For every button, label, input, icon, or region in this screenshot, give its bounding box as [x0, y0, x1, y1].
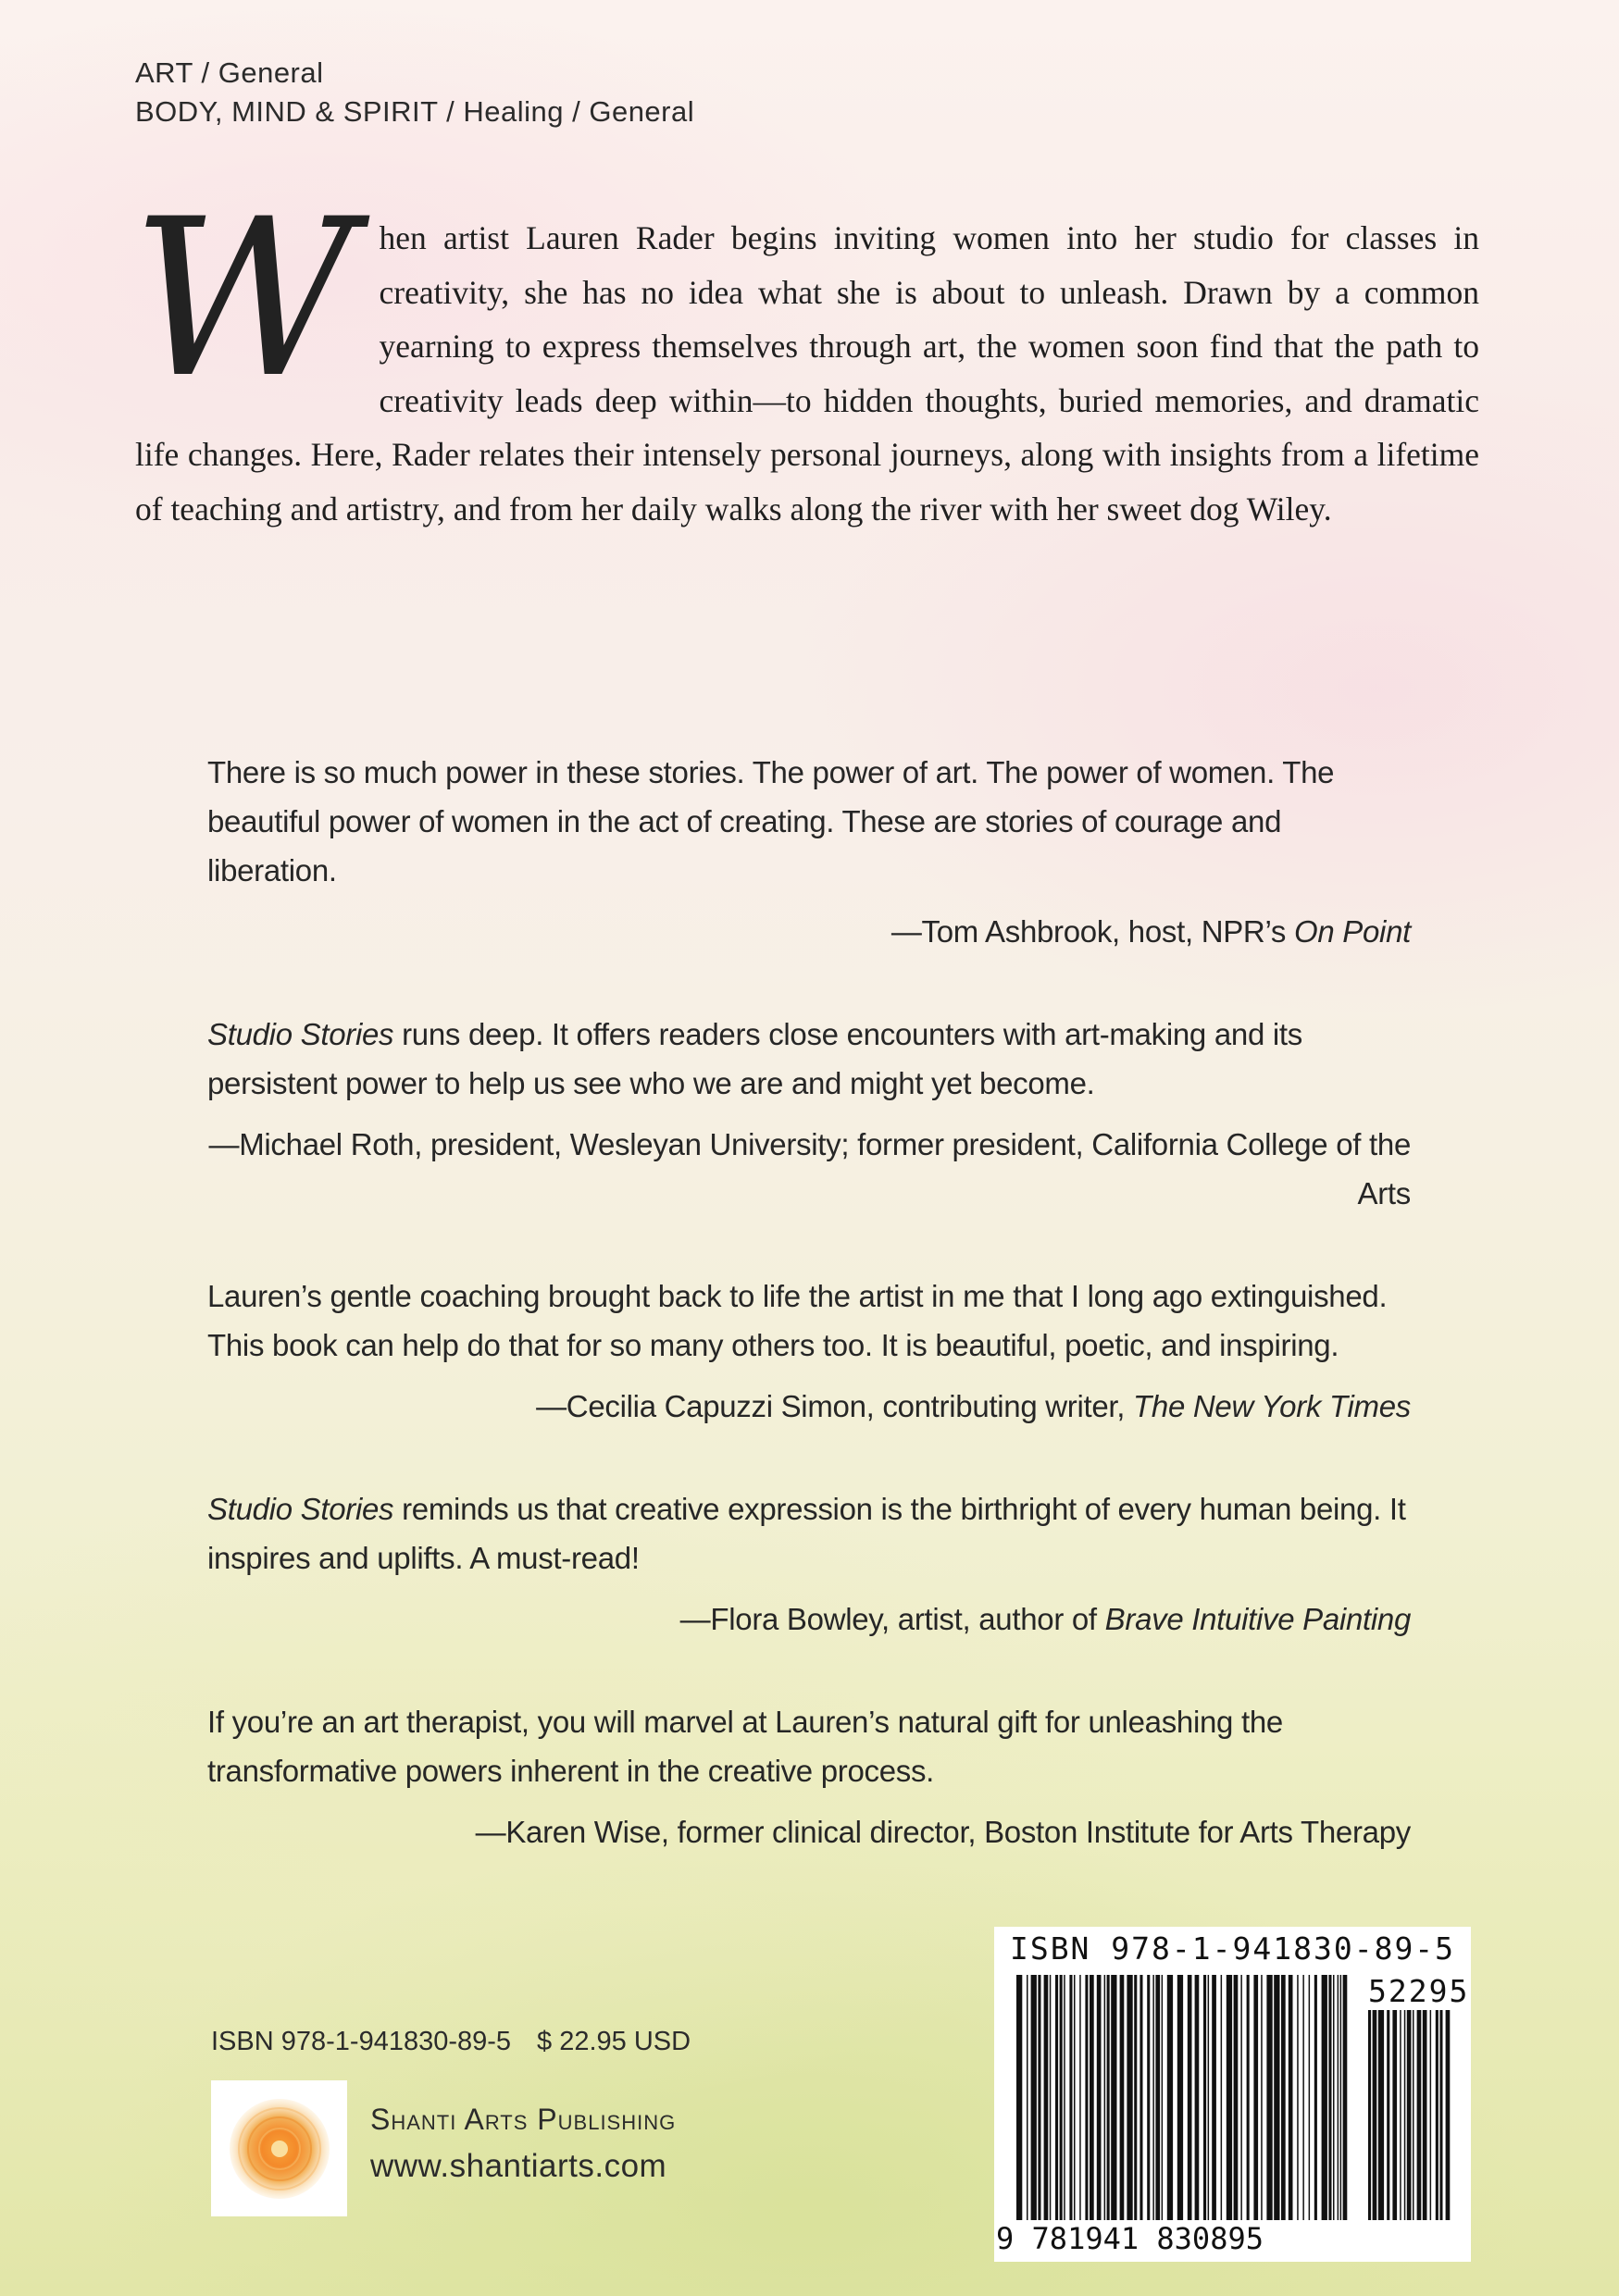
- intro-text: hen artist Lauren Rader begins inviting women into her studio for classes in creativity, she has no idea what she is about to unleash. Drawn by a common yearning to express themselves through art, the women soon find that the path to creativity leads deep within—to hidden thoughts, buried memories, and dramatic life changes. Here, Rader relates their intensely personal journeys, along with insights from a lifetime of teaching and artistry, and from her daily walks along the river with her sweet dog Wiley.: [135, 219, 1479, 527]
- barcode-bar: [1147, 1975, 1150, 2220]
- barcode-bar: [1208, 1975, 1210, 2220]
- barcode-bar: [1281, 1975, 1286, 2220]
- barcode-bar: [1195, 1975, 1200, 2220]
- barcode-bar: [1333, 1975, 1335, 2220]
- barcode-addon-bars: [1368, 2010, 1453, 2220]
- barcode-bar: [1120, 1975, 1125, 2220]
- barcode-ean-bars: [1016, 1975, 1350, 2220]
- barcode-bar: [1177, 1975, 1183, 2220]
- barcode-bar: [1188, 1975, 1192, 2220]
- barcode-bar: [1152, 1975, 1154, 2220]
- barcode-bar: [1309, 1975, 1311, 2220]
- barcode-bar: [1044, 1975, 1049, 2220]
- attribution-title: On Point: [1293, 914, 1411, 949]
- barcode-bar: [1302, 1975, 1304, 2220]
- barcode-bar: [1069, 1975, 1072, 2220]
- endorsement-body: runs deep. It offers readers close encounters with art-making and its persistent power to help us see who we are and might yet become.: [207, 1017, 1302, 1100]
- barcode-bar: [1050, 1975, 1052, 2220]
- barcode-bar: [1261, 1975, 1263, 2220]
- endorsement: [207, 1484, 1411, 1644]
- endorsement-attribution: [207, 1807, 1411, 1856]
- barcode-bar: [1373, 2010, 1377, 2220]
- barcode-bar: [1368, 2010, 1371, 2220]
- endorsement-body: If you’re an art therapist, you will marvel at Lauren’s natural gift for unleashing the transformative powers inherent in the creative process.: [207, 1705, 1283, 1788]
- endorsement-text: [207, 1272, 1411, 1370]
- attribution-text: —Karen Wise, former clinical director, Boston Institute for Arts Therapy: [475, 1815, 1411, 1849]
- barcode-bar: [1140, 1975, 1142, 2220]
- endorsement-attribution: [207, 1382, 1411, 1431]
- bisac-line: ART / General: [135, 56, 324, 89]
- endorsements: [207, 748, 1411, 1856]
- barcode-bar: [1417, 2010, 1422, 2220]
- endorsement-text: [207, 1010, 1411, 1108]
- publisher-info: [370, 2103, 676, 2185]
- barcode-isbn-label: ISBN 978-1-941830-89-5: [1009, 1930, 1456, 1967]
- barcode-bar: [1097, 1975, 1102, 2220]
- book-title: Studio Stories: [207, 1017, 394, 1051]
- barcode-bar: [1392, 2010, 1397, 2220]
- attribution-text: —Michael Roth, president, Wesleyan University; former president, California College of the Arts: [208, 1127, 1411, 1210]
- endorsement: [207, 1010, 1411, 1218]
- endorsement: [207, 1272, 1411, 1431]
- barcode-bar: [1038, 1975, 1040, 2220]
- barcode-bar: [1227, 1975, 1232, 2220]
- endorsement-text: [207, 1484, 1411, 1582]
- barcode-bar: [1423, 2010, 1427, 2220]
- barcode-bar: [1240, 1975, 1242, 2220]
- endorsement-text: [207, 1697, 1411, 1795]
- barcode-bar: [1400, 2010, 1401, 2220]
- endorsement-text: [207, 748, 1411, 895]
- barcode-bar: [1340, 1975, 1342, 2220]
- barcode-bar: [1430, 2010, 1432, 2220]
- sun-logo-icon: [228, 2097, 331, 2201]
- barcode-bar: [1387, 2010, 1389, 2220]
- barcode-bar: [1107, 1975, 1110, 2220]
- barcode-bar: [1378, 2010, 1384, 2220]
- publisher-logo: [211, 2080, 347, 2216]
- endorsement-attribution: [207, 1595, 1411, 1644]
- publisher-name: Shanti Arts Publishing: [370, 2103, 677, 2136]
- barcode-bar: [1338, 1975, 1339, 2220]
- attribution-title: Brave Intuitive Painting: [1104, 1602, 1411, 1636]
- barcode-bar: [1407, 2010, 1412, 2220]
- barcode-bar: [1104, 1975, 1106, 2220]
- barcode-bar: [1322, 1975, 1327, 2220]
- attribution-title: The New York Times: [1133, 1389, 1411, 1423]
- barcode-bar: [1247, 1975, 1250, 2220]
- book-title: Studio Stories: [207, 1492, 394, 1526]
- publisher-url: www.shantiarts.com: [370, 2148, 667, 2184]
- barcode-bar: [1289, 1975, 1293, 2220]
- barcode-bar: [1212, 1975, 1216, 2220]
- attribution-text: —Flora Bowley, artist, author of: [679, 1602, 1105, 1636]
- drop-cap: W: [131, 173, 355, 426]
- barcode-bar: [1234, 1975, 1239, 2220]
- barcode-bar: [1297, 1975, 1299, 2220]
- barcode-bar: [1253, 1975, 1258, 2220]
- barcode-bar: [1162, 1975, 1164, 2220]
- barcode-bar: [1031, 1975, 1037, 2220]
- barcode-bar: [1436, 2010, 1438, 2220]
- barcode-addon-number: 52295: [1368, 1973, 1470, 2009]
- barcode-bar: [1090, 1975, 1094, 2220]
- endorsement-body: reminds us that creative expression is the birthright of every human being. It inspires and uplifts. A must-read!: [207, 1492, 1406, 1575]
- barcode-bar: [1203, 1975, 1206, 2220]
- barcode-bar: [1274, 1975, 1279, 2220]
- barcode-bar: [1439, 2010, 1442, 2220]
- barcode-bar: [1055, 1975, 1058, 2220]
- barcode-bar: [1155, 1975, 1160, 2220]
- barcode-bar: [1343, 1975, 1348, 2220]
- barcode-bar: [1127, 1975, 1132, 2220]
- endorsement: [207, 748, 1411, 956]
- bisac-line: BODY, MIND & SPIRIT / Healing / General: [135, 95, 695, 128]
- intro-paragraph: [131, 173, 1479, 536]
- attribution-text: —Cecilia Capuzzi Simon, contributing writer,: [536, 1389, 1134, 1423]
- barcode-bar: [1064, 1975, 1065, 2220]
- barcode-bar: [1085, 1975, 1088, 2220]
- barcode-ean-number: 9 781941 830895: [996, 2221, 1264, 2256]
- barcode-bar: [1111, 1975, 1116, 2220]
- endorsement: [207, 1697, 1411, 1856]
- isbn-barcode: [994, 1927, 1471, 2262]
- endorsement-attribution: [207, 1120, 1411, 1218]
- barcode-bar: [1413, 2010, 1414, 2220]
- barcode-bar: [1328, 1975, 1331, 2220]
- barcode-bar: [1027, 1975, 1028, 2220]
- barcode-bar: [1266, 1975, 1272, 2220]
- barcode-bar: [1079, 1975, 1081, 2220]
- endorsement-body: Lauren’s gentle coaching brought back to life the artist in me that I long ago extinguished. This book can help do that for so many others too. It is beautiful, poetic, and inspiring.: [207, 1279, 1388, 1362]
- price: $ 22.95 USD: [537, 2027, 691, 2056]
- barcode-bar: [1016, 1975, 1022, 2220]
- barcode-bar: [1314, 1975, 1317, 2220]
- barcode-bar: [1404, 2010, 1406, 2220]
- attribution-text: —Tom Ashbrook, host, NPR’s: [890, 914, 1294, 949]
- barcode-bar: [1446, 2010, 1451, 2220]
- barcode-bar: [1074, 1975, 1076, 2220]
- barcode-bar: [1221, 1975, 1223, 2220]
- endorsement-attribution: [207, 907, 1411, 956]
- barcode-bar: [1060, 1975, 1063, 2220]
- barcode-bar: [1167, 1975, 1173, 2220]
- endorsement-body: There is so much power in these stories. The power of art. The power of women. The beautiful power of women in the act of creating. These are stories of courage and liberation.: [207, 755, 1335, 887]
- isbn-text: ISBN 978-1-941830-89-5: [211, 2027, 512, 2056]
- isbn-price-line: [211, 2027, 691, 2057]
- bisac-categories: [135, 54, 694, 131]
- barcode-bar: [1134, 1975, 1137, 2220]
